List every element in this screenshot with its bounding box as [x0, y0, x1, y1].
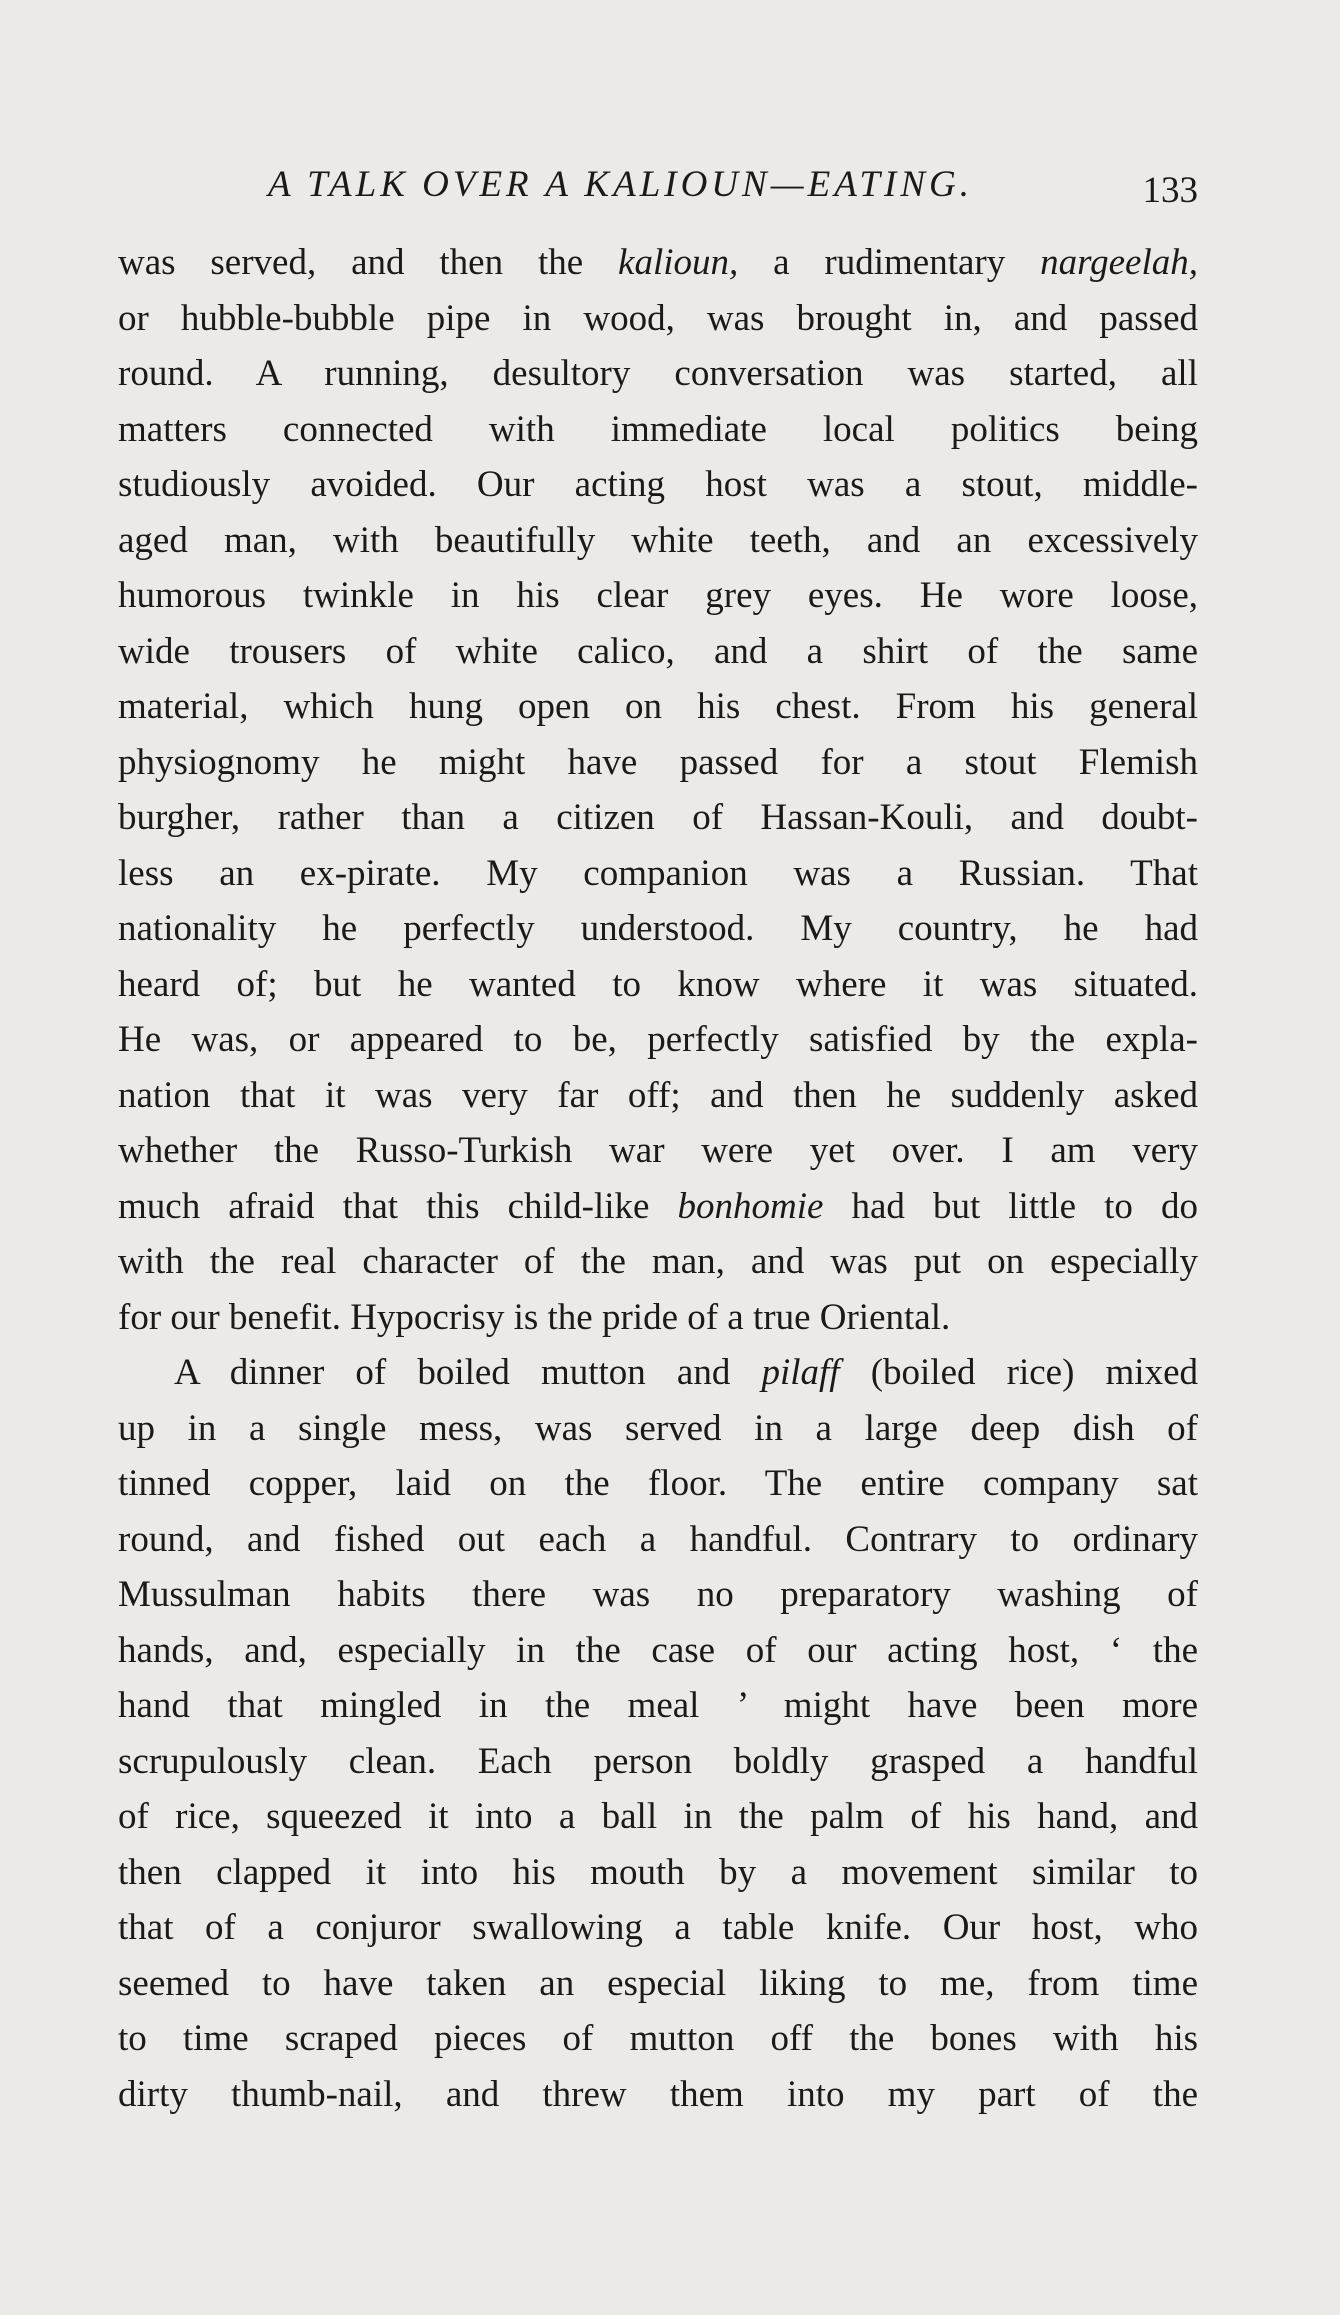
text-line-21: A dinner of boiled mutton and pilaff (boiled rice) mixed	[174, 1352, 1198, 1393]
text-line-15: He was, or appeared to be, perfectly satisfied by the expla-	[118, 1019, 1198, 1060]
text-line-32: seemed to have taken an especial liking to me, from time	[118, 1962, 1198, 2004]
text-line-23: tinned copper, laid on the floor. The entire company sat	[118, 1463, 1198, 1504]
text-line-16: nation that it was very far off; and then he suddenly asked	[118, 1074, 1198, 1116]
text-line-30: then clapped it into his mouth by a movement similar to	[118, 1851, 1198, 1893]
text-line-10: physiognomy he might have passed for a stout Flemish	[118, 741, 1198, 783]
text-line-5: studiously avoided. Our acting host was a stout, middle-	[118, 464, 1198, 505]
text-line-19: with the real character of the man, and was put on especially	[118, 1241, 1198, 1282]
text-line-12: less an ex-pirate. My companion was a Russian. That	[118, 852, 1198, 894]
text-line-18: much afraid that this child-like bonhomie had but little to do	[118, 1185, 1198, 1227]
body-text	[118, 235, 1198, 2122]
text-line-7: humorous twinkle in his clear grey eyes. He wore loose,	[118, 575, 1198, 616]
running-title: A TALK OVER A KALIOUN—EATING.	[268, 164, 973, 205]
running-head	[118, 155, 1198, 215]
text-line-8: wide trousers of white calico, and a shirt of the same	[118, 630, 1198, 672]
text-line-25: Mussulman habits there was no preparatory washing of	[118, 1574, 1198, 1615]
text-line-29: of rice, squeezed it into a ball in the palm of his hand, and	[118, 1796, 1198, 1837]
text-line-34: dirty thumb-nail, and threw them into my part of the	[118, 2073, 1198, 2115]
text-line-20: for our benefit. Hypocrisy is the pride of a true Oriental.	[118, 1296, 951, 1338]
text-line-2: or hubble-bubble pipe in wood, was brought in, and passed	[118, 297, 1198, 339]
text-line-31: that of a conjuror swallowing a table knife. Our host, who	[118, 1907, 1198, 1948]
text-line-6: aged man, with beautifully white teeth, and an excessively	[118, 519, 1198, 561]
text-line-1: was served, and then the kalioun, a rudimentary nargeelah,	[118, 242, 1198, 283]
text-line-13: nationality he perfectly understood. My country, he had	[118, 908, 1198, 949]
text-line-28: scrupulously clean. Each person boldly grasped a handful	[118, 1740, 1198, 1782]
text-line-22: up in a single mess, was served in a large deep dish of	[118, 1407, 1198, 1449]
text-line-33: to time scraped pieces of mutton off the bones with his	[118, 2018, 1198, 2059]
text-line-14: heard of; but he wanted to know where it was situated.	[118, 963, 1198, 1005]
text-line-24: round, and fished out each a handful. Contrary to ordinary	[118, 1518, 1198, 1560]
text-line-26: hands, and, especially in the case of our acting host, ‘ the	[118, 1629, 1198, 1671]
text-line-4: matters connected with immediate local politics being	[118, 408, 1198, 450]
page-number: 133	[1142, 170, 1198, 211]
text-line-27: hand that mingled in the meal ’ might have been more	[118, 1685, 1198, 1726]
text-line-9: material, which hung open on his chest. From his general	[118, 686, 1198, 727]
text-line-17: whether the Russo-Turkish war were yet over. I am very	[118, 1130, 1198, 1171]
text-line-3: round. A running, desultory conversation was started, all	[118, 353, 1198, 394]
text-line-11: burgher, rather than a citizen of Hassan-Kouli, and doubt-	[118, 797, 1198, 838]
